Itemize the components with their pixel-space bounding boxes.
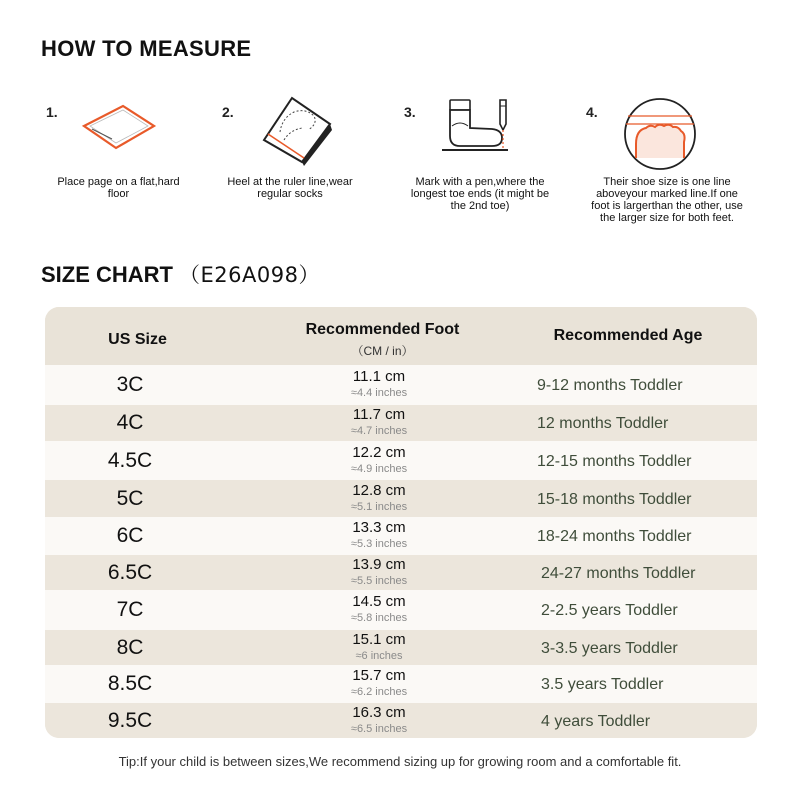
table-row — [45, 517, 757, 555]
recommended-age-cell: 18-24 months Toddler — [537, 528, 692, 545]
foot-inches-cell: ≈4.9 inches — [350, 463, 408, 475]
header-us-size: US Size — [108, 331, 167, 348]
step-text: Mark with a pen,where the longest toe ends (it might be the 2nd toe) — [410, 176, 550, 212]
foot-inches-cell: ≈6.2 inches — [350, 686, 408, 698]
header-recommended-age: Recommended Age — [553, 327, 703, 344]
step-text: Place page on a flat,hard floor — [57, 176, 180, 200]
sock-and-pen-icon — [440, 96, 520, 156]
recommended-age-cell: 24-27 months Toddler — [541, 565, 696, 582]
us-size-cell: 5C — [116, 487, 144, 510]
table-header — [45, 307, 757, 365]
foot-cm-cell: 15.7 cm — [352, 667, 406, 684]
us-size-cell: 8C — [116, 636, 144, 659]
size-chart-title — [41, 259, 320, 289]
foot-cm-cell: 14.5 cm — [352, 593, 406, 610]
us-size-cell: 6.5C — [107, 561, 153, 584]
foot-inches-cell: ≈5.8 inches — [350, 612, 408, 624]
table-row — [45, 590, 757, 630]
foot-cm-cell: 12.8 cm — [352, 482, 406, 499]
recommended-age-cell: 2-2.5 years Toddler — [541, 602, 678, 619]
measure-step-3 — [404, 96, 584, 246]
recommended-age-cell: 9-12 months Toddler — [537, 377, 683, 394]
foot-cm-cell: 13.9 cm — [352, 556, 406, 573]
foot-inches-cell: ≈6 inches — [355, 650, 403, 662]
us-size-cell: 4.5C — [107, 449, 153, 472]
paper-on-floor-icon — [78, 102, 158, 152]
model-code: （E26A098） — [179, 263, 320, 287]
step-number: 3. — [404, 104, 416, 120]
table-row — [45, 555, 757, 590]
measure-step-1 — [46, 96, 226, 246]
header-recommended-foot: Recommended Foot — [305, 321, 460, 338]
foot-cm-cell: 16.3 cm — [352, 704, 406, 721]
recommended-age-cell: 15-18 months Toddler — [537, 491, 692, 508]
recommended-age-cell: 3.5 years Toddler — [541, 676, 664, 693]
foot-inches-cell: ≈6.5 inches — [350, 723, 408, 735]
foot-inches-cell: ≈5.5 inches — [350, 575, 408, 587]
us-size-cell: 9.5C — [107, 709, 153, 732]
table-row — [45, 405, 757, 441]
us-size-cell: 8.5C — [107, 672, 153, 695]
table-row — [45, 441, 757, 480]
table-row — [45, 703, 757, 738]
size-chart-heading: SIZE CHART — [41, 262, 173, 287]
foot-inches-cell: ≈4.7 inches — [350, 425, 408, 437]
sock-on-ruler-icon — [254, 96, 334, 166]
recommended-age-cell: 4 years Toddler — [541, 713, 651, 730]
table-row — [45, 630, 757, 665]
sizing-tip: Tip:If your child is between sizes,We recommend sizing up for growing room and a comfortable fit. — [118, 754, 682, 769]
foot-size-line-icon — [622, 96, 698, 172]
table-row — [45, 665, 757, 703]
us-size-cell: 4C — [116, 411, 144, 434]
foot-inches-cell: ≈5.1 inches — [350, 501, 408, 513]
table-row — [45, 365, 757, 405]
foot-inches-cell: ≈5.3 inches — [350, 538, 408, 550]
step-text: Heel at the ruler line,wear regular socks — [227, 176, 353, 200]
foot-cm-cell: 15.1 cm — [352, 631, 406, 648]
header-foot-units: （CM / in） — [351, 344, 414, 358]
size-chart-table — [45, 307, 757, 738]
recommended-age-cell: 3-3.5 years Toddler — [541, 640, 678, 657]
foot-cm-cell: 12.2 cm — [352, 444, 406, 461]
recommended-age-cell: 12-15 months Toddler — [537, 453, 692, 470]
table-row — [45, 480, 757, 517]
foot-inches-cell: ≈4.4 inches — [350, 387, 408, 399]
measure-step-4 — [586, 96, 766, 246]
foot-cm-cell: 11.7 cm — [352, 406, 406, 423]
step-number: 1. — [46, 104, 58, 120]
how-to-measure-title: HOW TO MEASURE — [41, 36, 252, 61]
us-size-cell: 6C — [116, 524, 144, 547]
us-size-cell: 3C — [116, 373, 144, 396]
recommended-age-cell: 12 months Toddler — [537, 415, 669, 432]
measure-step-2 — [222, 96, 402, 246]
foot-cm-cell: 13.3 cm — [352, 519, 406, 536]
step-text: Their shoe size is one line aboveyour marked line.If one foot is largerthan the other, use the larger size for both feet. — [591, 176, 743, 224]
foot-cm-cell: 11.1 cm — [352, 368, 406, 385]
us-size-cell: 7C — [116, 598, 144, 621]
step-number: 2. — [222, 104, 234, 120]
step-number: 4. — [586, 104, 598, 120]
